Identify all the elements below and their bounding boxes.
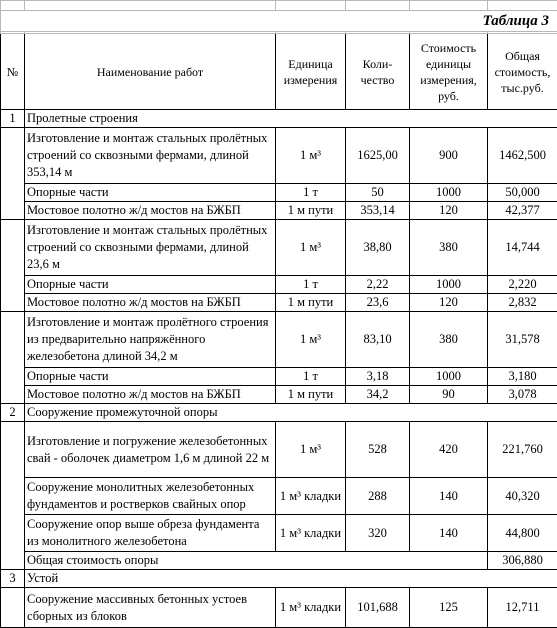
price-cell: 120 [410, 294, 488, 312]
qty-cell: 320 [346, 515, 410, 552]
work-name: Мостовое полотно ж/д мостов на БЖБП [25, 294, 276, 312]
price-cell: 900 [410, 128, 488, 184]
caption-row [1, 11, 557, 32]
work-name: Мостовое полотно ж/д мостов на БЖБП [25, 386, 276, 404]
price-cell: 125 [410, 588, 488, 628]
work-name: Сооружение массивных бетонных устоев сборных из блоков [25, 588, 276, 628]
table-row [1, 184, 557, 202]
table-row [1, 386, 557, 404]
price-cell: 1000 [410, 368, 488, 386]
qty-cell: 528 [346, 422, 410, 478]
section-num: 1 [1, 110, 25, 128]
subtotal-label: Общая стоимость опоры [25, 552, 488, 570]
qty-cell: 23,6 [346, 294, 410, 312]
unit-cell: 1 м пути [276, 202, 346, 220]
unit-cell: 1 м³ [276, 220, 346, 276]
table-row [1, 202, 557, 220]
table-row [1, 128, 557, 184]
table-row [1, 368, 557, 386]
table-row [1, 515, 557, 552]
total-cell: 1462,500 [488, 128, 557, 184]
qty-cell: 353,14 [346, 202, 410, 220]
total-cell: 44,800 [488, 515, 557, 552]
table-row [1, 276, 557, 294]
price-cell: 1000 [410, 184, 488, 202]
unit-cell: 1 м³ [276, 312, 346, 368]
section-title: Устой [25, 570, 557, 588]
qty-cell: 288 [346, 478, 410, 515]
row-group-cell [1, 220, 25, 312]
section-row [1, 110, 557, 128]
qty-cell: 2,22 [346, 276, 410, 294]
work-name: Опорные части [25, 276, 276, 294]
unit-cell: 1 м³ кладки [276, 478, 346, 515]
qty-cell: 38,80 [346, 220, 410, 276]
unit-cell: 1 т [276, 184, 346, 202]
work-name: Сооружение монолитных железобетонных фундаментов и ростверков свайных опор [25, 478, 276, 515]
qty-cell: 1625,00 [346, 128, 410, 184]
total-cell: 14,744 [488, 220, 557, 276]
price-cell: 380 [410, 312, 488, 368]
header-qty: Коли-чество [346, 34, 410, 110]
total-cell: 3,078 [488, 386, 557, 404]
empty-grid-row [1, 1, 557, 11]
header-total: Общая стоимость, тыс.руб. [488, 34, 557, 110]
section-num: 3 [1, 570, 25, 588]
work-name: Мостовое полотно ж/д мостов на БЖБП [25, 202, 276, 220]
total-cell: 2,220 [488, 276, 557, 294]
row-group-cell [1, 588, 25, 628]
table-row [1, 294, 557, 312]
work-name: Изготовление и монтаж пролётного строения из предварительно напряжённого железобетона длиной 34,2 м [25, 312, 276, 368]
subtotal-value: 306,880 [488, 552, 557, 570]
table-caption: Таблица 3 [3, 13, 555, 30]
work-name: Изготовление и монтаж стальных пролётных строений со сквозными фермами, длиной 23,6 м [25, 220, 276, 276]
work-name: Опорные части [25, 368, 276, 386]
price-cell: 120 [410, 202, 488, 220]
unit-cell: 1 м³ кладки [276, 588, 346, 628]
table-row [1, 478, 557, 515]
qty-cell: 101,688 [346, 588, 410, 628]
header-name: Наименование работ [25, 34, 276, 110]
header-row [1, 34, 557, 110]
price-cell: 90 [410, 386, 488, 404]
row-group-cell [1, 312, 25, 404]
table-row [1, 422, 557, 478]
subtotal-row [1, 552, 557, 570]
qty-cell: 83,10 [346, 312, 410, 368]
total-cell: 50,000 [488, 184, 557, 202]
section-title: Сооружение промежуточной опоры [25, 404, 557, 422]
header-unit-cost: Стоимость единицы измерения, руб. [410, 34, 488, 110]
unit-cell: 1 м³ [276, 128, 346, 184]
unit-cell: 1 м³ [276, 422, 346, 478]
table-row [1, 220, 557, 276]
row-group-cell [1, 128, 25, 220]
price-cell: 380 [410, 220, 488, 276]
unit-cell: 1 м³ кладки [276, 515, 346, 552]
work-name: Опорные части [25, 184, 276, 202]
table-row [1, 312, 557, 368]
section-row [1, 570, 557, 588]
qty-cell: 34,2 [346, 386, 410, 404]
work-name: Изготовление и погружение железобетонных свай - оболочек диаметром 1,6 м длиной 22 м [25, 422, 276, 478]
unit-cell: 1 т [276, 276, 346, 294]
qty-cell: 50 [346, 184, 410, 202]
unit-cell: 1 т [276, 368, 346, 386]
section-row [1, 404, 557, 422]
total-cell: 12,711 [488, 588, 557, 628]
price-cell: 420 [410, 422, 488, 478]
total-cell: 221,760 [488, 422, 557, 478]
price-cell: 140 [410, 515, 488, 552]
unit-cell: 1 м пути [276, 386, 346, 404]
row-group-cell [1, 422, 25, 570]
work-name: Изготовление и монтаж стальных пролётных строений со сквозными фермами, длиной 353,14 м [25, 128, 276, 184]
work-name: Сооружение опор выше обреза фундамента из монолитного железобетона [25, 515, 276, 552]
section-title: Пролетные строения [25, 110, 557, 128]
header-num: № [1, 34, 25, 110]
qty-cell: 3,18 [346, 368, 410, 386]
header-unit: Единица измерения [276, 34, 346, 110]
total-cell: 42,377 [488, 202, 557, 220]
price-cell: 140 [410, 478, 488, 515]
price-cell: 1000 [410, 276, 488, 294]
table-row [1, 588, 557, 628]
section-num: 2 [1, 404, 25, 422]
total-cell: 3,180 [488, 368, 557, 386]
unit-cell: 1 м пути [276, 294, 346, 312]
total-cell: 2,832 [488, 294, 557, 312]
total-cell: 40,320 [488, 478, 557, 515]
total-cell: 31,578 [488, 312, 557, 368]
